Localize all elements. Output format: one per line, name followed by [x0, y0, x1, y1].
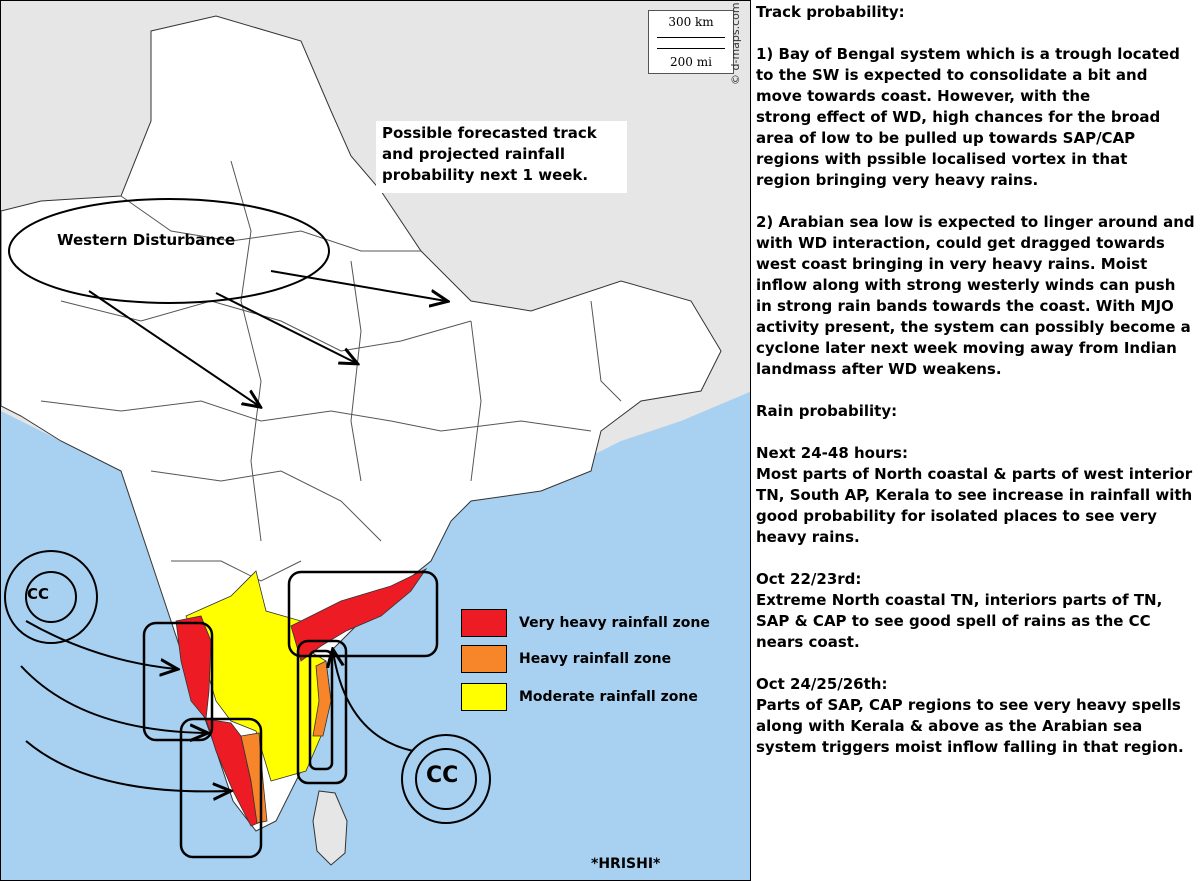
track-point-2: 2) Arabian sea low is expected to linger around and with WD interaction, could get dragged towards west coast bringing in very heavy rains. Moist inflow along with strong westerly winds can push in strong rain bands towards the coast. With MJO activity present, the system can possibly become a cyclone later next week moving away from Indian landmass after WD weakens.: [756, 213, 1195, 378]
legend-swatch-heavy: [461, 645, 507, 673]
cc-label-west: CC: [27, 585, 50, 603]
forecast-annotation: Possible forecasted track and projected rainfall probability next 1 week.: [376, 121, 627, 193]
legend-label-heavy: Heavy rainfall zone: [519, 651, 672, 667]
legend-swatch-moderate: [461, 683, 507, 711]
scale-mi-label: 200 mi: [670, 55, 712, 69]
rain-next-body: Most parts of North coastal & parts of west interior TN, South AP, Kerala to see increase in rainfall with good probability for isolated places to see very heavy rains.: [756, 465, 1193, 546]
legend-label-very-heavy: Very heavy rainfall zone: [519, 615, 710, 631]
western-disturbance-label: Western Disturbance: [57, 231, 236, 249]
legend-label-moderate: Moderate rainfall zone: [519, 689, 698, 705]
rain-oct22-title: Oct 22/23rd:: [756, 570, 862, 588]
rain-next-title: Next 24-48 hours:: [756, 444, 908, 462]
legend-heavy: [461, 645, 671, 673]
legend-moderate: [461, 683, 698, 711]
map-credit: © d-maps.com: [729, 2, 742, 85]
map-scale: [648, 10, 734, 74]
legend-very-heavy: [461, 609, 710, 637]
author-signature: *HRISHI*: [591, 856, 661, 872]
rain-oct22-body: Extreme North coastal TN, interiors parts of TN, SAP & CAP to see good spell of rains as the CC nears coast.: [756, 591, 1163, 651]
legend-swatch-very-heavy: [461, 609, 507, 637]
scale-km-label: 300 km: [668, 15, 714, 29]
track-heading: Track probability:: [756, 3, 905, 21]
rain-oct24-body: Parts of SAP, CAP regions to see very heavy spells along with Kerala & above as the Arabian sea system triggers moist inflow falling in that region.: [756, 696, 1184, 756]
rain-oct24-title: Oct 24/25/26th:: [756, 675, 888, 693]
rain-heading: Rain probability:: [756, 402, 898, 420]
rain-oct-24-26: [756, 674, 1196, 758]
rain-oct-22-23: [756, 569, 1196, 653]
forecast-text-panel: [756, 2, 1196, 779]
scale-bar: [657, 37, 725, 49]
track-point-1: 1) Bay of Bengal system which is a trough located to the SW is expected to consolidate a bit and move towards coast. However, with the strong effect of WD, high chances for the broad area of low to be pulled up towards SAP/CAP regions with pssible localised vortex in that region bringing very heavy rains.: [756, 45, 1180, 189]
cc-label-east: CC: [426, 763, 459, 788]
rain-next-24-48: [756, 443, 1196, 548]
